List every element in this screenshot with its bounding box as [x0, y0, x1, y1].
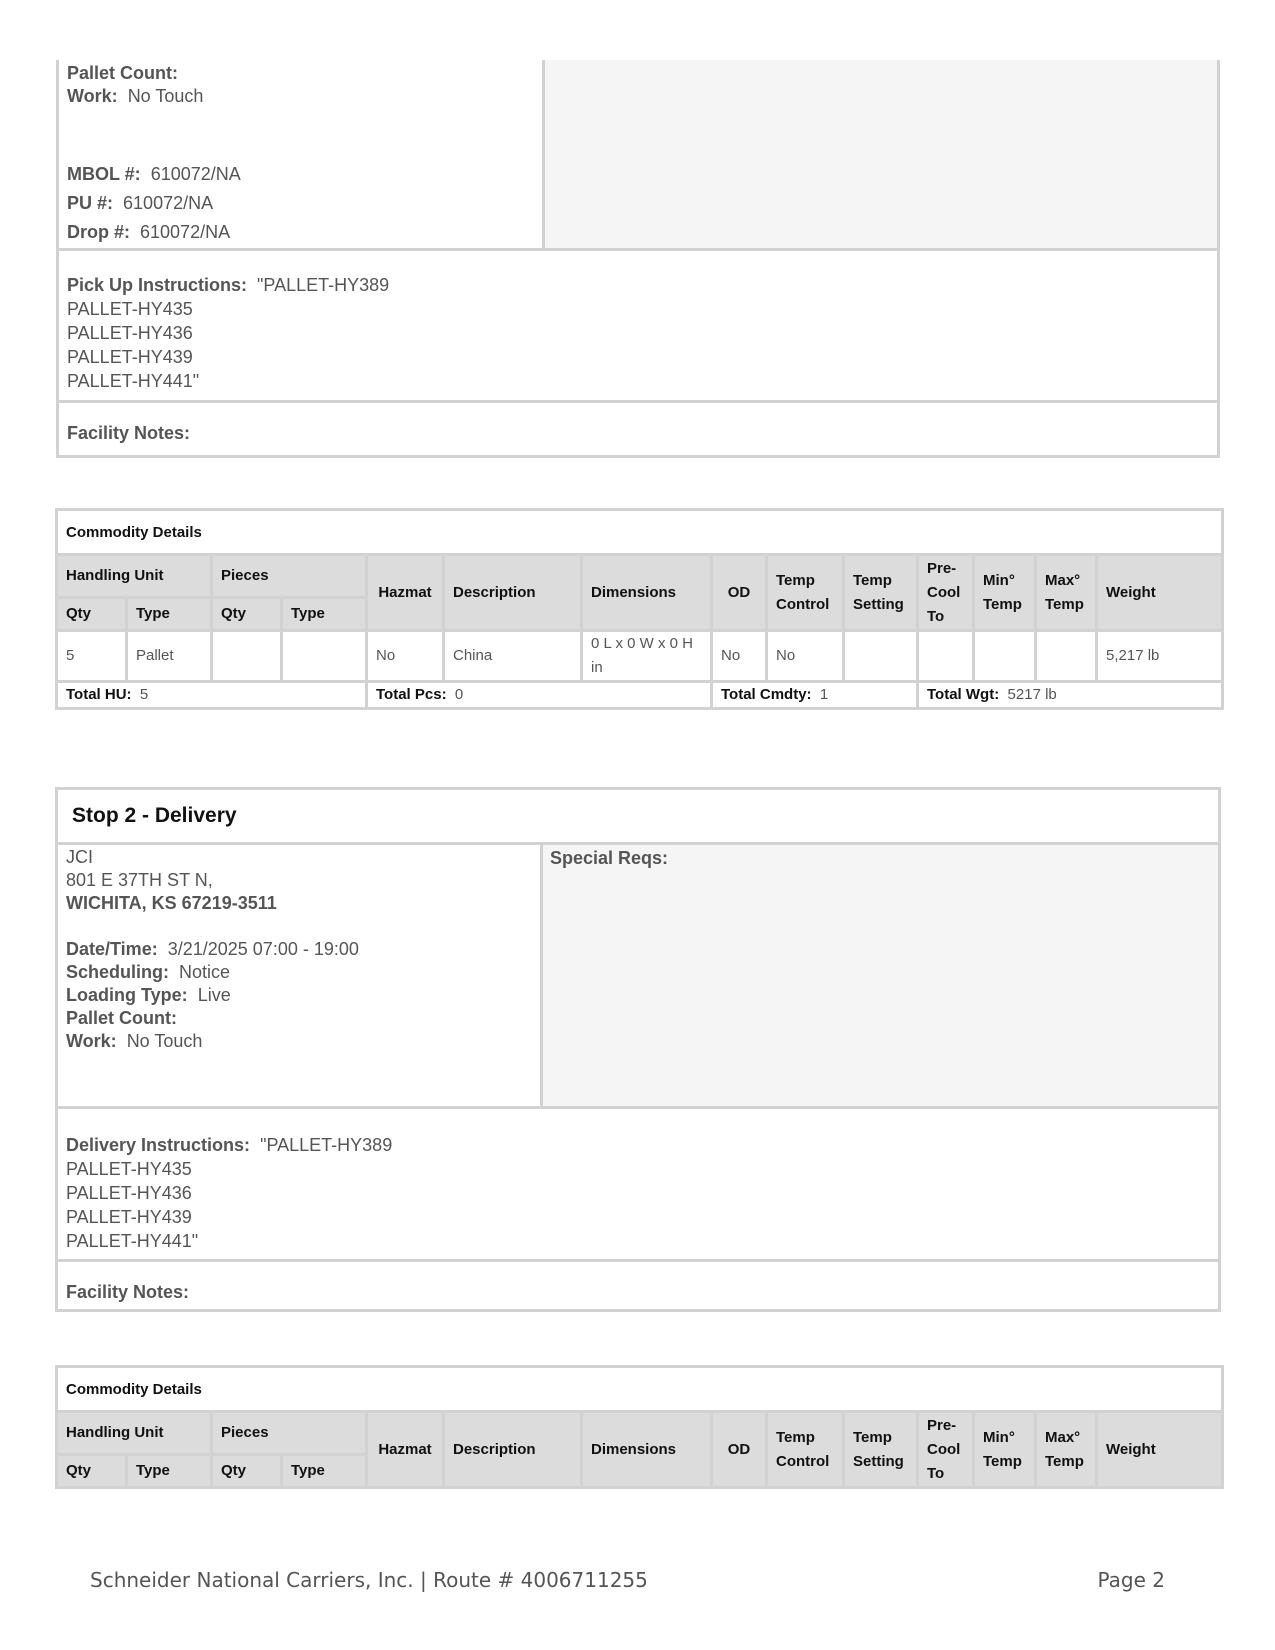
- commodity-title: Commodity Details: [57, 510, 1223, 555]
- stop2-divider: [540, 845, 543, 1106]
- stop1-row-divider-2: [59, 400, 1217, 403]
- table-row: 5 Pallet No China 0 L x 0 W x 0 H in No No 5,217 lb: [57, 631, 1223, 682]
- col-pcs-type: Type: [282, 598, 367, 631]
- total-wgt: Total Wgt: 5217 lb: [918, 682, 1223, 709]
- col-pcs-qty: Qty: [212, 598, 282, 631]
- col-dimensions: Dimensions: [582, 555, 712, 631]
- stop2-scheduling: Scheduling: Notice: [66, 962, 231, 982]
- stop2-row-divider-1: [58, 1106, 1218, 1109]
- stop2-address: [66, 846, 526, 1053]
- stop1-refs: [67, 160, 527, 247]
- stop2-title: Stop 2 - Delivery: [72, 804, 237, 827]
- col-max-temp: Max° Temp: [1036, 555, 1097, 631]
- col-max-temp: Max° Temp: [1036, 1412, 1097, 1488]
- col-description: Description: [444, 1412, 582, 1488]
- stop2-section: [55, 787, 1221, 1312]
- col-temp-setting: Temp Setting: [844, 555, 918, 631]
- col-pre-cool-to: Pre-Cool To: [918, 1412, 974, 1488]
- footer-page-number: Page 2: [1097, 1568, 1165, 1592]
- stop1-pu: PU #: 610072/NA: [67, 193, 214, 213]
- stop2-work: Work: No Touch: [66, 1031, 203, 1051]
- col-temp-control: Temp Control: [767, 1412, 844, 1488]
- stop2-city-state-zip: WICHITA, KS 67219-3511: [66, 893, 277, 913]
- stop1-section: [56, 60, 1220, 458]
- stop1-divider: [542, 60, 545, 248]
- col-hu-qty: Qty: [57, 1455, 127, 1488]
- stop2-loading-type: Loading Type: Live: [66, 985, 231, 1005]
- col-hu-qty: Qty: [57, 598, 127, 631]
- col-temp-setting: Temp Setting: [844, 1412, 918, 1488]
- total-hu: Total HU: 5: [57, 682, 367, 709]
- stop2-name: JCI: [66, 847, 93, 867]
- col-handling-unit: Handling Unit: [57, 1412, 212, 1455]
- stop1-pallet-count: Pallet Count:: [67, 63, 178, 83]
- total-cmdty: Total Cmdty: 1: [712, 682, 918, 709]
- stop2-special-panel: [541, 845, 1218, 1106]
- stop1-work: Work: No Touch: [67, 86, 204, 106]
- commodity-table-1: [55, 508, 1221, 710]
- col-hazmat: Hazmat: [367, 555, 444, 631]
- stop2-row-divider-2: [58, 1259, 1218, 1262]
- commodity-table-2: [55, 1365, 1221, 1489]
- col-pcs-type: Type: [282, 1455, 367, 1488]
- col-temp-control: Temp Control: [767, 555, 844, 631]
- stop1-special-panel: [542, 60, 1217, 248]
- col-hazmat: Hazmat: [367, 1412, 444, 1488]
- stop1-row-divider-1: [59, 248, 1217, 251]
- col-pieces: Pieces: [212, 1412, 367, 1455]
- col-dimensions: Dimensions: [582, 1412, 712, 1488]
- col-min-temp: Min° Temp: [974, 555, 1036, 631]
- stop2-special-reqs: Special Reqs:: [550, 848, 669, 868]
- stop1-instructions: Pick Up Instructions: "PALLET-HY389 PALLET-HY435 PALLET-HY436 PALLET-HY439 PALLET-HY441": [67, 275, 390, 391]
- commodity-title: Commodity Details: [57, 1367, 1223, 1412]
- col-handling-unit: Handling Unit: [57, 555, 212, 598]
- col-hu-type: Type: [127, 598, 212, 631]
- stop1-mbol: MBOL #: 610072/NA: [67, 164, 241, 184]
- footer-left: Schneider National Carriers, Inc. | Route # 4006711255: [90, 1568, 648, 1592]
- total-pcs: Total Pcs: 0: [367, 682, 712, 709]
- stop2-address1: 801 E 37TH ST N,: [66, 870, 213, 890]
- stop1-drop: Drop #: 610072/NA: [67, 222, 231, 242]
- col-weight: Weight: [1097, 555, 1223, 631]
- stop2-pallet-count: Pallet Count:: [66, 1008, 177, 1028]
- col-od: OD: [712, 555, 767, 631]
- col-od: OD: [712, 1412, 767, 1488]
- col-weight: Weight: [1097, 1412, 1223, 1488]
- stop2-instructions: Delivery Instructions: "PALLET-HY389 PALLET-HY435 PALLET-HY436 PALLET-HY439 PALLET-HY441": [66, 1135, 393, 1251]
- col-min-temp: Min° Temp: [974, 1412, 1036, 1488]
- stop1-facility-notes: Facility Notes:: [67, 423, 191, 443]
- totals-row: [57, 682, 1223, 709]
- col-hu-type: Type: [127, 1455, 212, 1488]
- col-pre-cool-to: Pre-Cool To: [918, 555, 974, 631]
- stop1-details: [67, 62, 527, 108]
- col-pcs-qty: Qty: [212, 1455, 282, 1488]
- col-pieces: Pieces: [212, 555, 367, 598]
- col-description: Description: [444, 555, 582, 631]
- stop2-datetime: Date/Time: 3/21/2025 07:00 - 19:00: [66, 939, 359, 959]
- stop2-facility-notes: Facility Notes:: [66, 1282, 190, 1302]
